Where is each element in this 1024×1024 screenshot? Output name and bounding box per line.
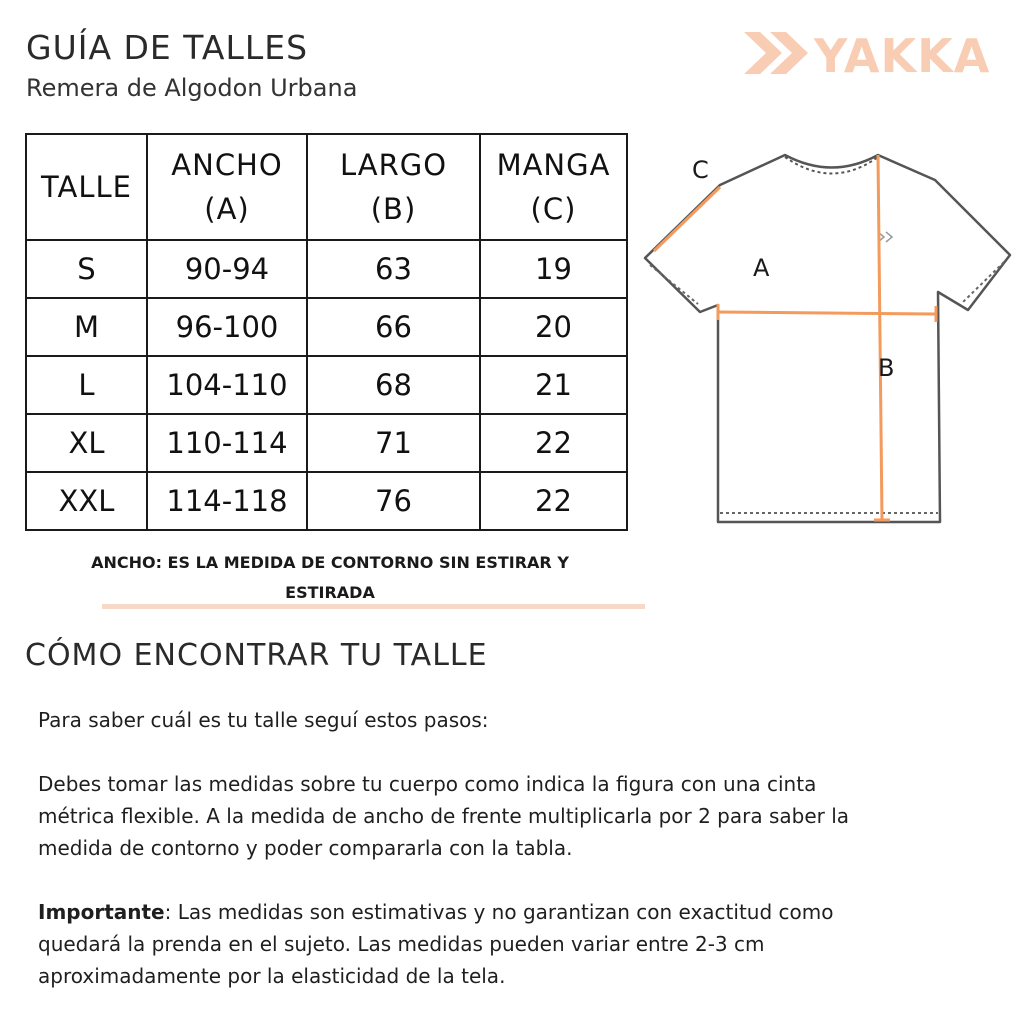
measure-note-line-2: ESTIRADA bbox=[285, 583, 375, 602]
tshirt-diagram bbox=[636, 140, 1016, 550]
cell-size: XL bbox=[26, 414, 147, 472]
table-row bbox=[26, 414, 627, 472]
cell-size: L bbox=[26, 356, 147, 414]
page-title: GUÍA DE TALLES bbox=[26, 28, 309, 67]
cell-ancho: 90-94 bbox=[147, 240, 307, 298]
important-note bbox=[38, 896, 978, 992]
how-to-steps bbox=[38, 768, 978, 864]
brand-x-mark-icon bbox=[744, 32, 808, 74]
cell-size: M bbox=[26, 298, 147, 356]
cell-ancho: 114-118 bbox=[147, 472, 307, 530]
header-largo-label: LARGO bbox=[339, 148, 448, 182]
label-a: A bbox=[753, 254, 770, 282]
cell-manga: 22 bbox=[480, 414, 627, 472]
cell-ancho: 110-114 bbox=[147, 414, 307, 472]
cell-ancho: 104-110 bbox=[147, 356, 307, 414]
header-ancho-label: ANCHO bbox=[171, 148, 283, 182]
header-largo-code: (B) bbox=[370, 192, 417, 226]
cell-largo: 71 bbox=[307, 414, 480, 472]
header-talle-label: TALLE bbox=[41, 170, 132, 204]
brand-logo-text: YAKKA bbox=[814, 29, 991, 78]
table-row bbox=[26, 240, 627, 298]
cell-manga: 20 bbox=[480, 298, 627, 356]
header-manga bbox=[480, 134, 627, 240]
label-b: B bbox=[878, 354, 895, 382]
cell-largo: 66 bbox=[307, 298, 480, 356]
how-to-steps-line-3: medida de contorno y poder compararla con la tabla. bbox=[38, 836, 573, 860]
cell-size: S bbox=[26, 240, 147, 298]
cell-size: XXL bbox=[26, 472, 147, 530]
how-to-title: CÓMO ENCONTRAR TU TALLE bbox=[25, 638, 488, 673]
measure-note-line-1: ANCHO: ES LA MEDIDA DE CONTORNO SIN ESTIRAR Y bbox=[91, 553, 569, 572]
table-row bbox=[26, 472, 627, 530]
brand-logo bbox=[744, 28, 1000, 78]
size-table bbox=[25, 133, 628, 531]
cell-largo: 68 bbox=[307, 356, 480, 414]
cell-manga: 22 bbox=[480, 472, 627, 530]
important-line-1: : Las medidas son estimativas y no garantizan con exactitud como bbox=[164, 900, 834, 924]
header-manga-label: MANGA bbox=[496, 148, 611, 182]
header-manga-code: (C) bbox=[530, 192, 577, 226]
size-table-header-row bbox=[26, 134, 627, 240]
important-line-3: aproximadamente por la elasticidad de la tela. bbox=[38, 964, 506, 988]
header-ancho-code: (A) bbox=[204, 192, 250, 226]
header-talle bbox=[26, 134, 147, 240]
label-c: C bbox=[692, 156, 709, 184]
table-row bbox=[26, 356, 627, 414]
cell-ancho: 96-100 bbox=[147, 298, 307, 356]
measure-note bbox=[60, 548, 600, 608]
important-line-2: quedará la prenda en el sujeto. Las medidas pueden variar entre 2-3 cm bbox=[38, 932, 765, 956]
how-to-steps-line-1: Debes tomar las medidas sobre tu cuerpo como indica la figura con una cinta bbox=[38, 772, 817, 796]
important-label: Importante bbox=[38, 900, 165, 924]
how-to-intro: Para saber cuál es tu talle seguí estos pasos: bbox=[38, 708, 489, 732]
cell-manga: 19 bbox=[480, 240, 627, 298]
cell-manga: 21 bbox=[480, 356, 627, 414]
how-to-steps-line-2: métrica flexible. A la medida de ancho de frente multiplicarla por 2 para saber la bbox=[38, 804, 850, 828]
accent-divider bbox=[102, 604, 645, 609]
page-subtitle: Remera de Algodon Urbana bbox=[26, 74, 358, 102]
cell-largo: 76 bbox=[307, 472, 480, 530]
measure-a-line bbox=[718, 312, 936, 314]
cell-largo: 63 bbox=[307, 240, 480, 298]
table-row bbox=[26, 298, 627, 356]
tshirt-outline bbox=[645, 155, 1010, 522]
header-ancho bbox=[147, 134, 307, 240]
header-largo bbox=[307, 134, 480, 240]
